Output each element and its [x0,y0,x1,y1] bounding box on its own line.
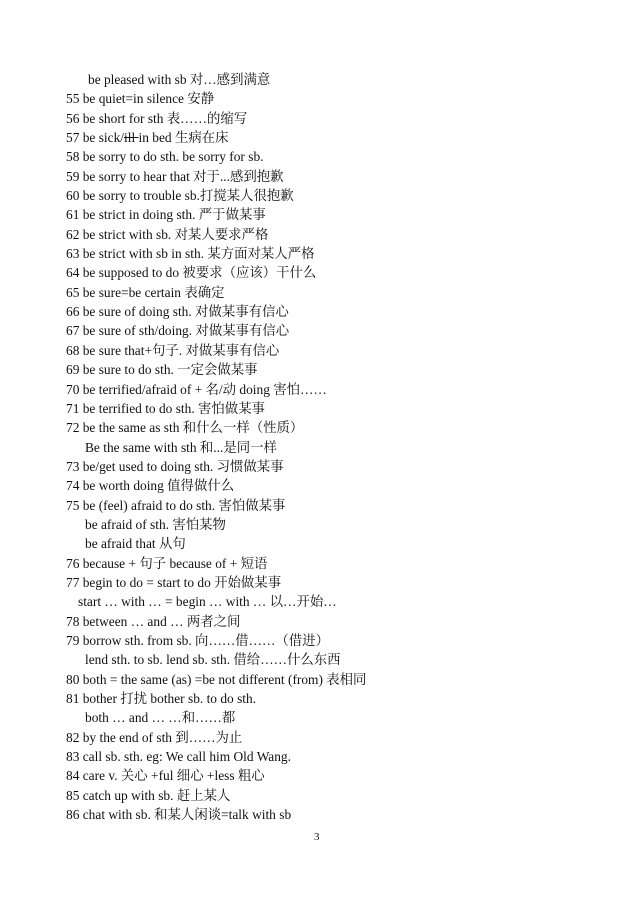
list-item: 76 because + 句子 because of + 短语 [66,555,268,571]
list-item: 70 be terrified/afraid of + 名/动 doing 害怕…… [66,381,327,397]
list-item [66,128,626,147]
list-item: 63 be strict with sb in sth. 某方面对某人严格 [66,246,315,262]
list-item: 78 between … and … 两者之间 [66,613,241,629]
list-item: be pleased with sb 对…感到满意 [88,72,271,87]
list-item: start … with … = begin … with … 以…开始… [78,594,337,610]
list-item: 84 care v. 关心 +ful 细心 +less 粗心 [66,768,265,784]
list-item-text: in bed 生病在床 [138,130,229,146]
vocabulary-list [66,70,626,824]
list-item: 85 catch up with sb. 赶上某人 [66,787,231,803]
strikethrough-text: ill [124,130,139,146]
list-item: 58 be sorry to do sth. be sorry for sb. [66,149,264,165]
list-item: Be the same with sth 和...是同一样 [85,439,277,455]
list-item: 72 be the same as sth 和什么一样（性质） [66,420,304,436]
list-item: 66 be sure of doing sth. 对做某事有信心 [66,304,289,320]
list-item: 86 chat with sb. 和某人闲谈=talk with sb [66,807,292,823]
list-item: be afraid of sth. 害怕某物 [85,516,226,532]
list-item: 71 be terrified to do sth. 害怕做某事 [66,400,265,416]
list-item: lend sth. to sb. lend sb. sth. 借给……什么东西 [85,652,341,668]
list-item: be afraid that 从句 [85,536,186,552]
list-item: 61 be strict in doing sth. 严于做某事 [66,207,266,223]
list-item: 83 call sb. sth. eg: We call him Old Wang. [66,749,291,765]
list-item: 74 be worth doing 值得做什么 [66,478,235,494]
list-item: 68 be sure that+句子. 对做某事有信心 [66,342,280,358]
list-item: 59 be sorry to hear that 对于...感到抱歉 [66,168,284,184]
list-item: 56 be short for sth 表……的缩写 [66,110,248,126]
list-item-text: 57 be sick/ [66,130,125,146]
list-item: both … and … …和……都 [85,710,236,726]
list-item: 62 be strict with sb. 对某人要求严格 [66,226,269,242]
list-item: 80 both = the same (as) =be not different (from) 表相同 [66,671,367,687]
list-item: 75 be (feel) afraid to do sth. 害怕做某事 [66,497,286,513]
list-item: 81 bother 打扰 bother sb. to do sth. [66,691,257,706]
list-item: 60 be sorry to trouble sb.打搅某人很抱歉 [66,188,294,204]
list-item: 79 borrow sth. from sb. 向……借……（借进） [66,632,329,648]
list-item: 77 begin to do = start to do 开始做某事 [66,574,282,590]
list-item: 82 by the end of sth 到……为止 [66,729,243,745]
list-item: 65 be sure=be certain 表确定 [66,284,225,300]
page-number: 3 [314,831,320,843]
list-item: 64 be supposed to do 被要求（应该）干什么 [66,265,317,281]
list-item: 67 be sure of sth/doing. 对做某事有信心 [66,323,290,339]
list-item: 55 be quiet=in silence 安静 [66,91,215,107]
list-item: 73 be/get used to doing sth. 习惯做某事 [66,458,284,474]
list-item: 69 be sure to do sth. 一定会做某事 [66,362,258,378]
